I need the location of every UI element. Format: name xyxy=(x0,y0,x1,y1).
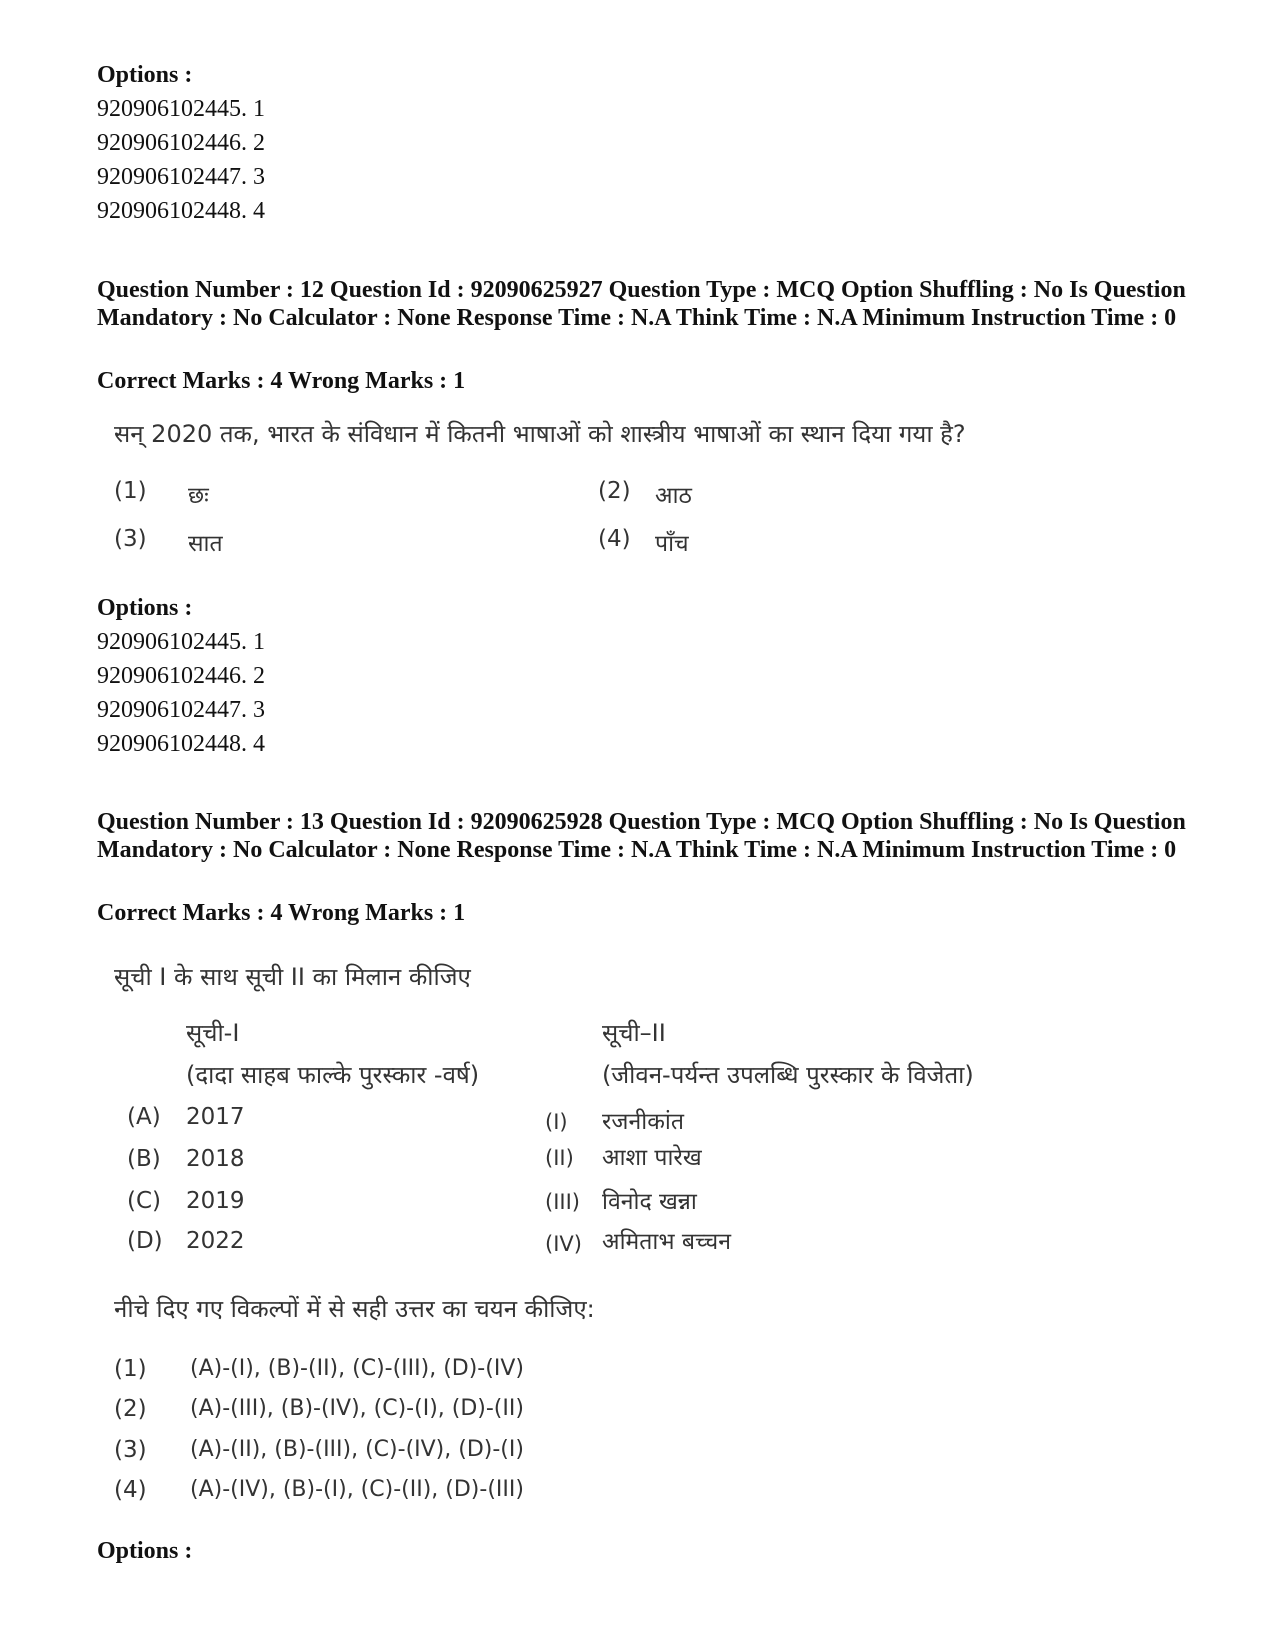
q12-choice-num: (4) xyxy=(598,526,631,552)
option-line: 920906102447. 3 xyxy=(97,164,265,190)
options-label: Options : xyxy=(97,1538,193,1564)
question-12-text: सन् 2020 तक, भारत के संविधान में कितनी भाषाओं को शास्त्रीय भाषाओं का स्थान दिया गया है? xyxy=(114,420,966,448)
list-1-value: 2018 xyxy=(186,1146,245,1172)
q13-choice-text: (A)-(II), (B)-(III), (C)-(IV), (D)-(I) xyxy=(190,1437,524,1462)
option-line: 920906102446. 2 xyxy=(97,130,265,156)
list-1-title: सूची-I xyxy=(186,1019,240,1047)
q13-choice-text: (A)-(III), (B)-(IV), (C)-(I), (D)-(II) xyxy=(190,1396,524,1421)
list-2-value: विनोद खन्ना xyxy=(602,1189,697,1215)
list-1-key: (C) xyxy=(127,1188,162,1214)
q13-choice-num: (2) xyxy=(114,1396,147,1422)
list-2-key: (IV) xyxy=(545,1232,582,1256)
question-12-marks: Correct Marks : 4 Wrong Marks : 1 xyxy=(97,368,466,394)
list-1-key: (D) xyxy=(127,1228,163,1254)
options-label: Options : xyxy=(97,595,193,621)
options-block-12 xyxy=(97,591,265,761)
question-13-text: सूची I के साथ सूची II का मिलान कीजिए xyxy=(114,963,471,991)
option-line: 920906102445. 1 xyxy=(97,629,265,655)
list-1-value: 2017 xyxy=(186,1104,245,1130)
q13-choice-num: (3) xyxy=(114,1437,147,1463)
q13-choice-text: (A)-(IV), (B)-(I), (C)-(II), (D)-(III) xyxy=(190,1477,524,1502)
question-12-meta: Question Number : 12 Question Id : 92090625927 Question Type : MCQ Option Shuffling : No Is Question Mandatory : No Calculator : None Response Time : N.A Think Time : N.A Minimum Instruction Time : 0 xyxy=(97,277,1186,331)
list-1-value: 2022 xyxy=(186,1228,245,1254)
q12-choice-text: सात xyxy=(188,531,223,557)
options-label: Options : xyxy=(97,62,193,88)
question-13-instruction: नीचे दिए गए विकल्पों में से सही उत्तर का चयन कीजिए: xyxy=(114,1295,595,1323)
option-line: 920906102447. 3 xyxy=(97,697,265,723)
q13-choice-num: (1) xyxy=(114,1356,147,1382)
list-2-key: (III) xyxy=(545,1190,580,1214)
list-2-key: (II) xyxy=(545,1146,574,1170)
question-13-meta: Question Number : 13 Question Id : 92090625928 Question Type : MCQ Option Shuffling : No Is Question Mandatory : No Calculator : None Response Time : N.A Think Time : N.A Minimum Instruction Time : 0 xyxy=(97,809,1186,863)
list-2-title: सूची–II xyxy=(602,1019,666,1047)
list-1-key: (B) xyxy=(127,1146,161,1172)
options-block-1 xyxy=(97,58,265,228)
q13-choice-num: (4) xyxy=(114,1477,147,1503)
list-2-value: रजनीकांत xyxy=(602,1109,684,1135)
option-line: 920906102446. 2 xyxy=(97,663,265,689)
q12-choice-text: पाँच xyxy=(655,531,689,557)
list-1-value: 2019 xyxy=(186,1188,245,1214)
list-2-value: आशा पारेख xyxy=(602,1145,702,1171)
option-line: 920906102448. 4 xyxy=(97,198,265,224)
option-line: 920906102448. 4 xyxy=(97,731,265,757)
q12-choice-text: आठ xyxy=(655,483,692,509)
q12-choice-num: (3) xyxy=(114,526,147,552)
q12-choice-num: (1) xyxy=(114,478,147,504)
list-1-subtitle: (दादा साहब फाल्के पुरस्कार -वर्ष) xyxy=(186,1061,480,1089)
question-13-marks: Correct Marks : 4 Wrong Marks : 1 xyxy=(97,900,466,926)
q13-choice-text: (A)-(I), (B)-(II), (C)-(III), (D)-(IV) xyxy=(190,1356,524,1381)
q12-choice-num: (2) xyxy=(598,478,631,504)
list-2-subtitle: (जीवन-पर्यन्त उपलब्धि पुरस्कार के विजेता) xyxy=(602,1061,974,1089)
list-2-key: (I) xyxy=(545,1110,568,1134)
list-2-value: अमिताभ बच्चन xyxy=(602,1229,732,1255)
option-line: 920906102445. 1 xyxy=(97,96,265,122)
list-1-key: (A) xyxy=(127,1104,161,1130)
q12-choice-text: छः xyxy=(188,483,209,509)
